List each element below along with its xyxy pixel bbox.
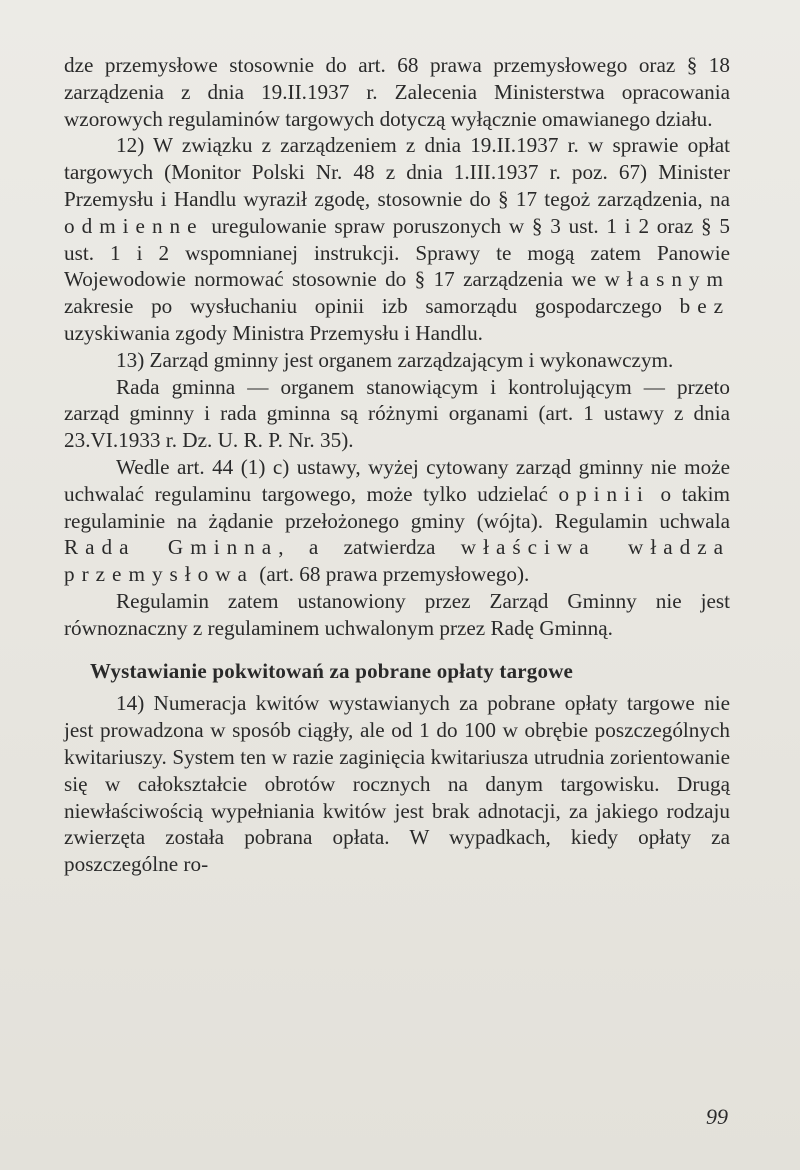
p13c-emphasis-rada-gminna: Rada Gminna bbox=[64, 535, 279, 560]
paragraph-13-regulamin: Regulamin zatem ustanowiony przez Zarząd Gminny nie jest równoznaczny z regulaminem uchwalonym przez Radę Gminną. bbox=[64, 588, 730, 640]
body-text bbox=[64, 52, 730, 878]
p13c-emphasis-wladza: właściwa władza przemysłowa bbox=[64, 535, 731, 587]
p13c-text-c: o takim regulaminie na żądanie przełożonego gminy (wójta). Regulamin uchwala bbox=[64, 481, 730, 533]
p13c-text-e: , a zatwierdza bbox=[278, 535, 461, 560]
p13c-emphasis-opinii: opinii bbox=[558, 481, 650, 506]
p12-emphasis-odmienne: odmienne bbox=[64, 213, 204, 238]
paragraph-intro: dze przemysłowe stosownie do art. 68 prawa przemysłowego oraz § 18 zarządzenia z dnia 19.II.1937 r. Zalecenia Ministerstwa opracowania wzorowych regulaminów targowych dotyczą wyłącznie omawianego działu. bbox=[64, 53, 730, 131]
p12-emphasis-wlasnym: własnym bbox=[604, 267, 730, 292]
p12-emphasis-bez: bez bbox=[679, 294, 730, 319]
section-heading: Wystawianie pokwitowań za pobrane opłaty targowe bbox=[90, 658, 574, 683]
page-number: 99 bbox=[706, 1104, 728, 1129]
paragraph-13-rada: Rada gminna — organem stanowiącym i kontrolującym — przeto zarząd gminny i rada gminna są różnymi organami (art. 1 ustawy z dnia 23.VI.1933 r. Dz. U. R. P. Nr. 35). bbox=[64, 374, 730, 453]
p12-text-e: zakresie po wysłuchaniu opinii izb samorządu gospodarczego bbox=[64, 294, 680, 319]
p12-text-c: uregulowanie spraw poruszonych w § 3 ust. 1 i 2 oraz § 5 ust. 1 i 2 wspomnianej instrukcji. Sprawy te mogą zatem Panowie Wojewodowie normować stosownie do § 17 zarządzenia we bbox=[64, 213, 730, 292]
paragraph-13: 13) Zarząd gminny jest organem zarządzającym i wykonawczym. bbox=[116, 347, 674, 372]
paragraph-12 bbox=[64, 132, 730, 346]
paragraph-13-wedle bbox=[64, 454, 730, 588]
p13c-text-a: Wedle art. 44 (1) c) ustawy, wyżej cytowany zarząd gminny nie może uchwalać regulaminu targowego, może tylko udzielać bbox=[64, 454, 730, 506]
p12-text-a: 12) W związku z zarządzeniem z dnia 19.II.1937 r. w sprawie opłat targowych (Monitor Polski Nr. 48 z dnia 1.III.1937 r. poz. 67) Minister Przemysłu i Handlu wyraził zgodę, stosownie do § 17 tegoż zarządzenia, na bbox=[64, 133, 730, 211]
paragraph-14: 14) Numeracja kwitów wystawianych za pobrane opłaty targowe nie jest prowadzona w sposób ciągły, ale od 1 do 100 w obrębie poszczególnych kwitariuszy. System ten w razie zaginięcia kwitariusza utrudnia zorientowanie się w całokształcie obrotów rocznych na danym targowisku. Drugą niewłaściwością wypełniania kwitów jest brak adnotacji, za jakiego rodzaju zwierzęta została pobrana opłata. W wypadkach, kiedy opłaty za poszczególne ro- bbox=[64, 691, 730, 877]
p12-text-g: uzyskiwania zgody Ministra Przemysłu i Handlu. bbox=[64, 320, 483, 345]
p13c-text-g: (art. 68 prawa przemysłowego). bbox=[253, 562, 530, 587]
